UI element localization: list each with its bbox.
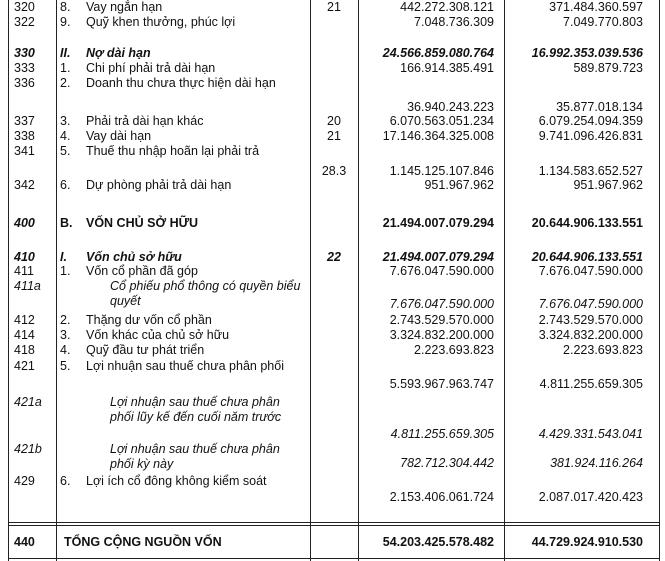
row-number: 3. [60,114,71,128]
value-prior: 381.924.116.264 [550,456,643,470]
row-code: 338 [14,129,35,143]
total-top-rule [8,525,660,526]
row-label: Doanh thu chưa thực hiện dài hạn [86,76,276,90]
row-note: 28.3 [321,164,347,178]
row-label: Lợi nhuận sau thuế chưa phân phối kỳ này [110,442,280,471]
row-number: 6. [60,474,71,488]
row-code: 414 [14,328,35,342]
value-prior: 20.644.906.133.551 [531,250,643,264]
row-label: Thuế thu nhập hoãn lại phải trả [86,144,260,158]
row-number: 6. [60,178,71,192]
value-current: 6.070.563.051.234 [389,114,494,128]
value-current: 7.676.047.590.000 [389,297,494,311]
row-code: 320 [14,0,35,14]
value-prior: 371.484.360.597 [549,0,643,14]
row-note: 21 [327,129,341,143]
row-number: 4. [60,129,71,143]
row-number: 1. [60,61,71,75]
row-number: 4. [60,343,71,357]
value-current: 54.203.425.578.482 [382,535,494,549]
value-current: 3.324.832.200.000 [389,328,494,342]
row-label: Thặng dư vốn cổ phần [86,313,212,327]
value-prior: 7.049.770.803 [563,15,643,29]
row-label: Vốn cổ phần đã góp [86,264,198,278]
row-label: Lợi nhuận sau thuế chưa phân phối lũy kế đến cuối năm trước [110,395,282,424]
column-divider [310,0,311,561]
value-prior: 589.879.723 [573,61,643,75]
value-prior: 4.429.331.543.041 [538,427,643,441]
row-label: VỐN CHỦ SỞ HỮU [86,216,199,230]
row-label: TỔNG CỘNG NGUỒN VỐN [64,535,222,549]
row-code: 429 [14,474,35,488]
value-current: 2.153.406.061.724 [389,490,494,504]
value-current: 442.272.308.121 [400,0,494,14]
column-divider [358,0,359,561]
row-code: 421a [14,395,42,409]
row-number: 8. [60,0,71,14]
row-label: Chi phí phải trả dài hạn [86,61,216,75]
value-prior: 951.967.962 [573,178,643,192]
value-current: 7.048.736.309 [414,15,494,29]
row-label: Vay dài hạn [86,129,152,143]
row-label: Vốn khác của chủ sở hữu [86,328,230,342]
row-code: 421 [14,359,35,373]
column-divider [659,0,660,561]
row-code: 336 [14,76,35,90]
value-current: 4.811.255.659.305 [390,427,494,441]
row-note: 21 [327,0,341,14]
value-current: 2.223.693.823 [414,343,494,357]
row-code: 411a [14,279,41,293]
value-prior: 20.644.906.133.551 [531,216,643,230]
row-number: B. [60,216,73,230]
value-prior: 1.134.583.652.527 [538,164,643,178]
value-current: 1.145.125.107.846 [389,164,494,178]
row-code: 400 [14,216,35,230]
value-current: 7.676.047.590.000 [389,264,494,278]
row-code: 411 [14,264,34,278]
value-current: 2.743.529.570.000 [389,313,494,327]
row-number: 9. [60,15,71,29]
value-current: 36.940.243.223 [407,100,494,114]
total-top-rule [8,522,660,523]
row-label: Dự phòng phải trả dài hạn [86,178,232,192]
row-number: 3. [60,328,71,342]
value-prior: 44.729.924.910.530 [531,535,643,549]
row-number: 5. [60,359,71,373]
row-code: 440 [14,535,35,549]
value-prior: 2.087.017.420.423 [538,490,643,504]
value-current: 782.712.304.442 [400,456,494,470]
row-code: 330 [14,46,35,60]
row-code: 421b [14,442,42,456]
row-code: 412 [14,313,35,327]
row-note: 20 [327,114,341,128]
row-number: 5. [60,144,71,158]
row-label: Quỹ khen thưởng, phúc lợi [86,15,236,29]
row-number: 2. [60,76,71,90]
value-prior: 9.741.096.426.831 [538,129,643,143]
value-prior: 7.676.047.590.000 [538,297,643,311]
total-bottom-rule [8,558,660,559]
value-current: 21.494.007.079.294 [382,216,494,230]
row-label: Lợi ích cổ đông không kiểm soát [86,474,267,488]
row-number: 2. [60,313,71,327]
value-prior: 7.676.047.590.000 [538,264,643,278]
value-current: 951.967.962 [424,178,494,192]
value-prior: 2.223.693.823 [563,343,643,357]
value-prior: 4.811.255.659.305 [539,377,643,391]
row-note: 22 [327,250,341,264]
value-current: 17.146.364.325.008 [382,129,494,143]
value-prior: 6.079.254.094.359 [538,114,643,128]
row-label: Quỹ đầu tư phát triển [86,343,205,357]
row-code: 418 [14,343,35,357]
column-divider [8,0,9,561]
column-divider [504,0,505,561]
row-code: 337 [14,114,35,128]
value-prior: 35.877.018.134 [556,100,643,114]
row-label: Vay ngắn hạn [86,0,163,14]
value-prior: 2.743.529.570.000 [538,313,643,327]
row-number: 1. [60,264,71,278]
row-label: Nợ dài hạn [86,46,151,60]
value-current: 166.914.385.491 [400,61,494,75]
row-label: Vốn chủ sở hữu [86,250,182,264]
row-label: Cổ phiếu phổ thông có quyền biểu quyết [110,279,301,308]
row-label: Lợi nhuận sau thuế chưa phân phối [86,359,284,373]
value-prior: 16.992.353.039.536 [531,46,643,60]
row-code: 410 [14,250,35,264]
row-number: II. [60,46,71,60]
value-current: 24.566.859.080.764 [382,46,494,60]
value-current: 5.593.967.963.747 [389,377,494,391]
value-prior: 3.324.832.200.000 [538,328,643,342]
row-code: 322 [14,15,35,29]
row-code: 342 [14,178,35,192]
row-code: 341 [14,144,35,158]
row-code: 333 [14,61,35,75]
row-label: Phải trả dài hạn khác [86,114,204,128]
value-current: 21.494.007.079.294 [382,250,494,264]
row-number: I. [60,250,67,264]
